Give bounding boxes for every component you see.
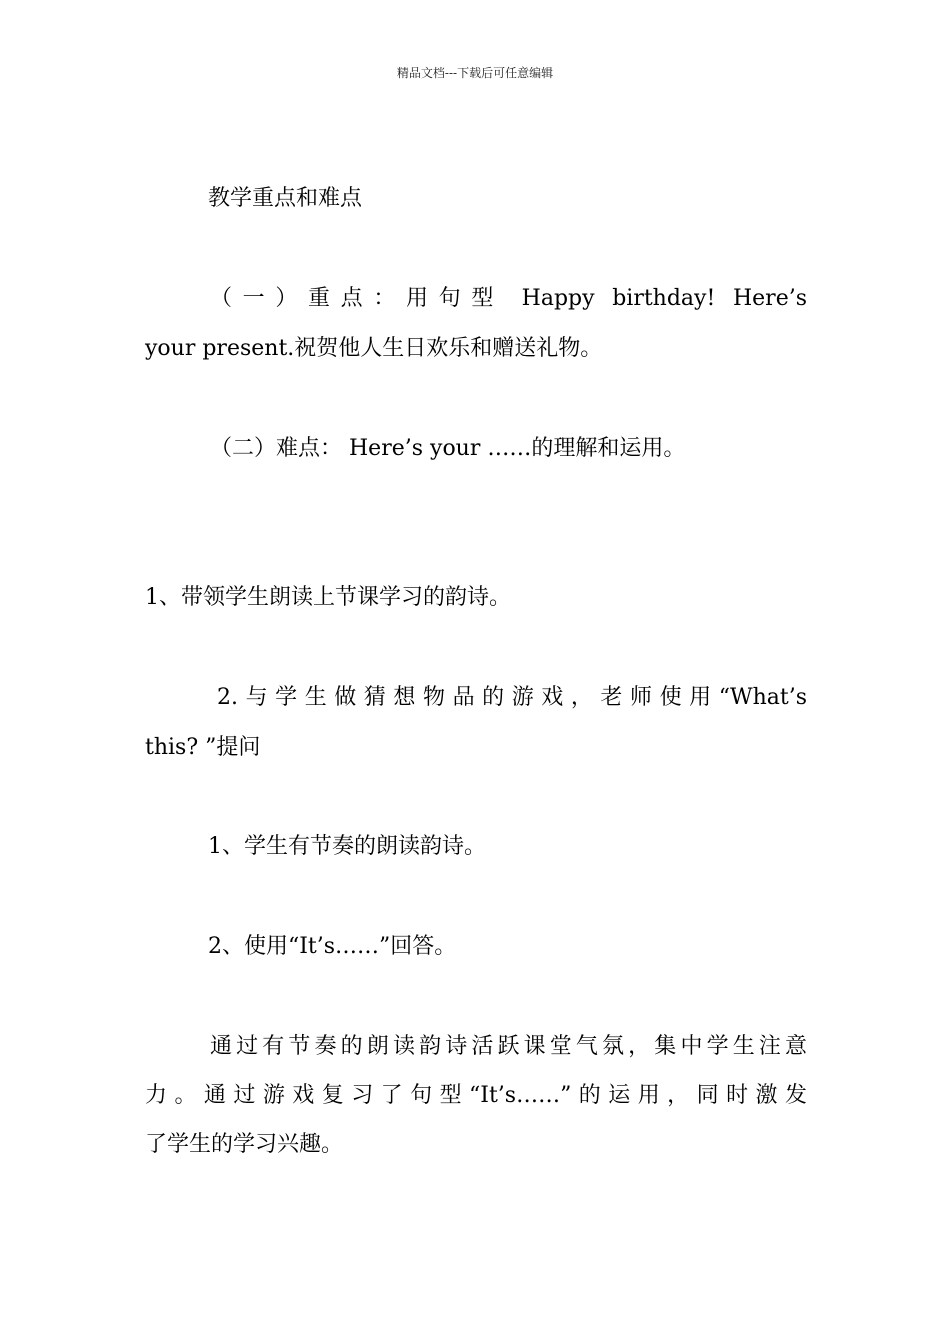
summary-line-2: 力。通过游戏复习了句型“It’s……”的运用，同时激发 <box>145 1083 807 1108</box>
student-step-1: 1、学生有节奏的朗读韵诗。 <box>208 834 486 859</box>
student-step-2: 2、使用“It’s……”回答。 <box>208 934 457 959</box>
section-heading: 教学重点和难点 <box>208 186 363 211</box>
teacher-step-2-line-1: 2.与学生做猜想物品的游戏，老师使用“What’s <box>217 685 807 710</box>
key-point-line-2: your present.祝贺他人生日欢乐和赠送礼物。 <box>145 336 603 361</box>
summary-line-3: 了学生的学习兴趣。 <box>145 1132 344 1157</box>
difficulty-line: （二）难点： Here’s your ……的理解和运用。 <box>210 436 686 461</box>
teacher-step-1: 1、带领学生朗读上节课学习的韵诗。 <box>145 585 511 610</box>
teacher-step-2-line-2: this? ”提问 <box>145 735 261 760</box>
key-point-line-1: （一）重点：用句型 Happy birthday! Here’s <box>210 286 807 311</box>
page-header: 精品文档---下载后可任意编辑 <box>396 66 554 80</box>
summary-line-1: 通过有节奏的朗读韵诗活跃课堂气氛，集中学生注意 <box>210 1034 807 1059</box>
